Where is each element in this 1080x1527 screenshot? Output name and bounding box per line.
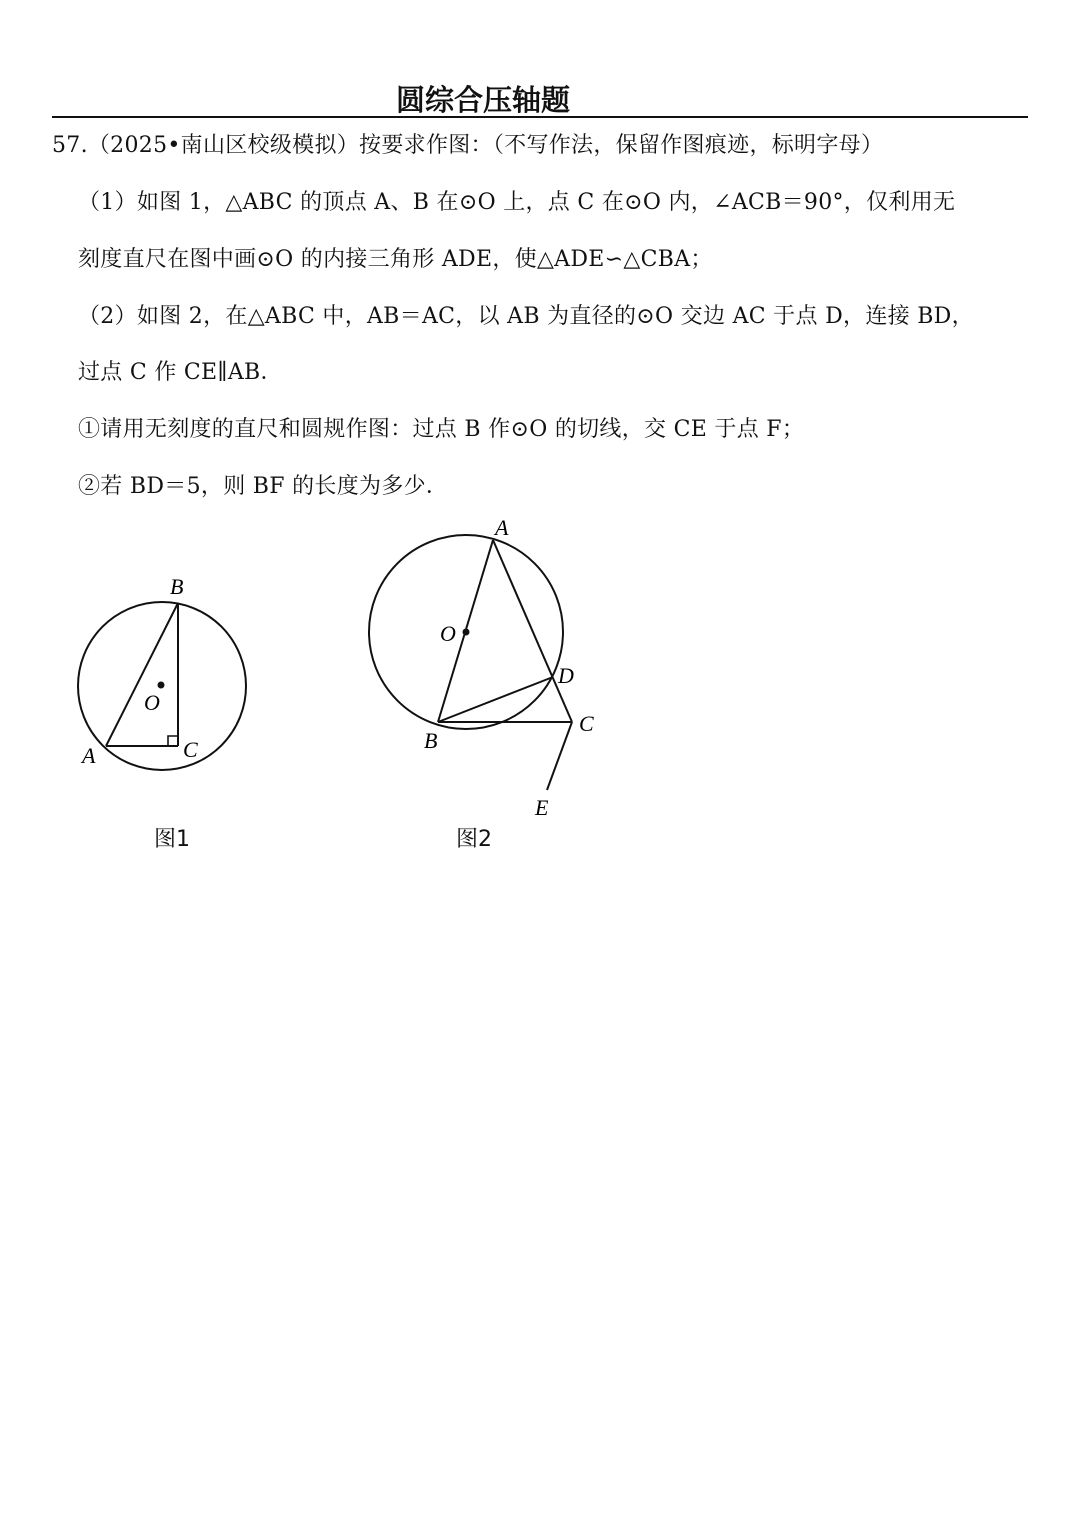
fig2-segment-ac [493,540,572,722]
problem-line-4: （2）如图 2，在△ABC 中，AB＝AC，以 AB 为直径的⊙O 交边 AC 于点 D，连接 BD， [78,304,974,329]
fig1-label-b: B [170,574,184,599]
fig2-label-b: B [424,728,438,753]
fig1-right-angle-mark [168,736,178,746]
figure-2-caption: 图2 [456,827,492,852]
fig2-segment-ce [547,722,572,790]
problem-line-5: 过点 C 作 CE∥AB． [78,360,283,385]
fig2-label-e: E [535,795,549,820]
fig1-segment-ab [106,603,178,746]
problem-line-3: 刻度直尺在图中画⊙O 的内接三角形 ADE，使△ADE∽△CBA； [78,247,713,272]
fig2-label-a: A [495,515,509,540]
fig2-label-o: O [440,621,456,646]
fig1-label-o: O [144,690,160,715]
fig2-label-c: C [579,711,594,736]
problem-line-1: 57.（2025•南山区校级模拟）按要求作图：（不写作法，保留作图痕迹，标明字母） [52,133,884,158]
problem-line-2: （1）如图 1，△ABC 的顶点 A、B 在⊙O 上，点 C 在⊙O 内，∠ACB＝90°，仅利用无 [78,190,956,215]
fig2-center-dot [463,629,470,636]
problem-line-7: ②若 BD＝5，则 BF 的长度为多少． [78,474,449,499]
fig2-label-d: D [558,663,574,688]
figure-1-caption: 图1 [154,827,190,852]
fig1-center-dot [158,682,165,689]
fig1-label-a: A [82,743,96,768]
problem-line-6: ①请用无刻度的直尺和圆规作图：过点 B 作⊙O 的切线，交 CE 于点 F； [78,417,805,442]
page-title: 圆综合压轴题 [395,83,570,117]
fig1-label-c: C [183,737,198,762]
